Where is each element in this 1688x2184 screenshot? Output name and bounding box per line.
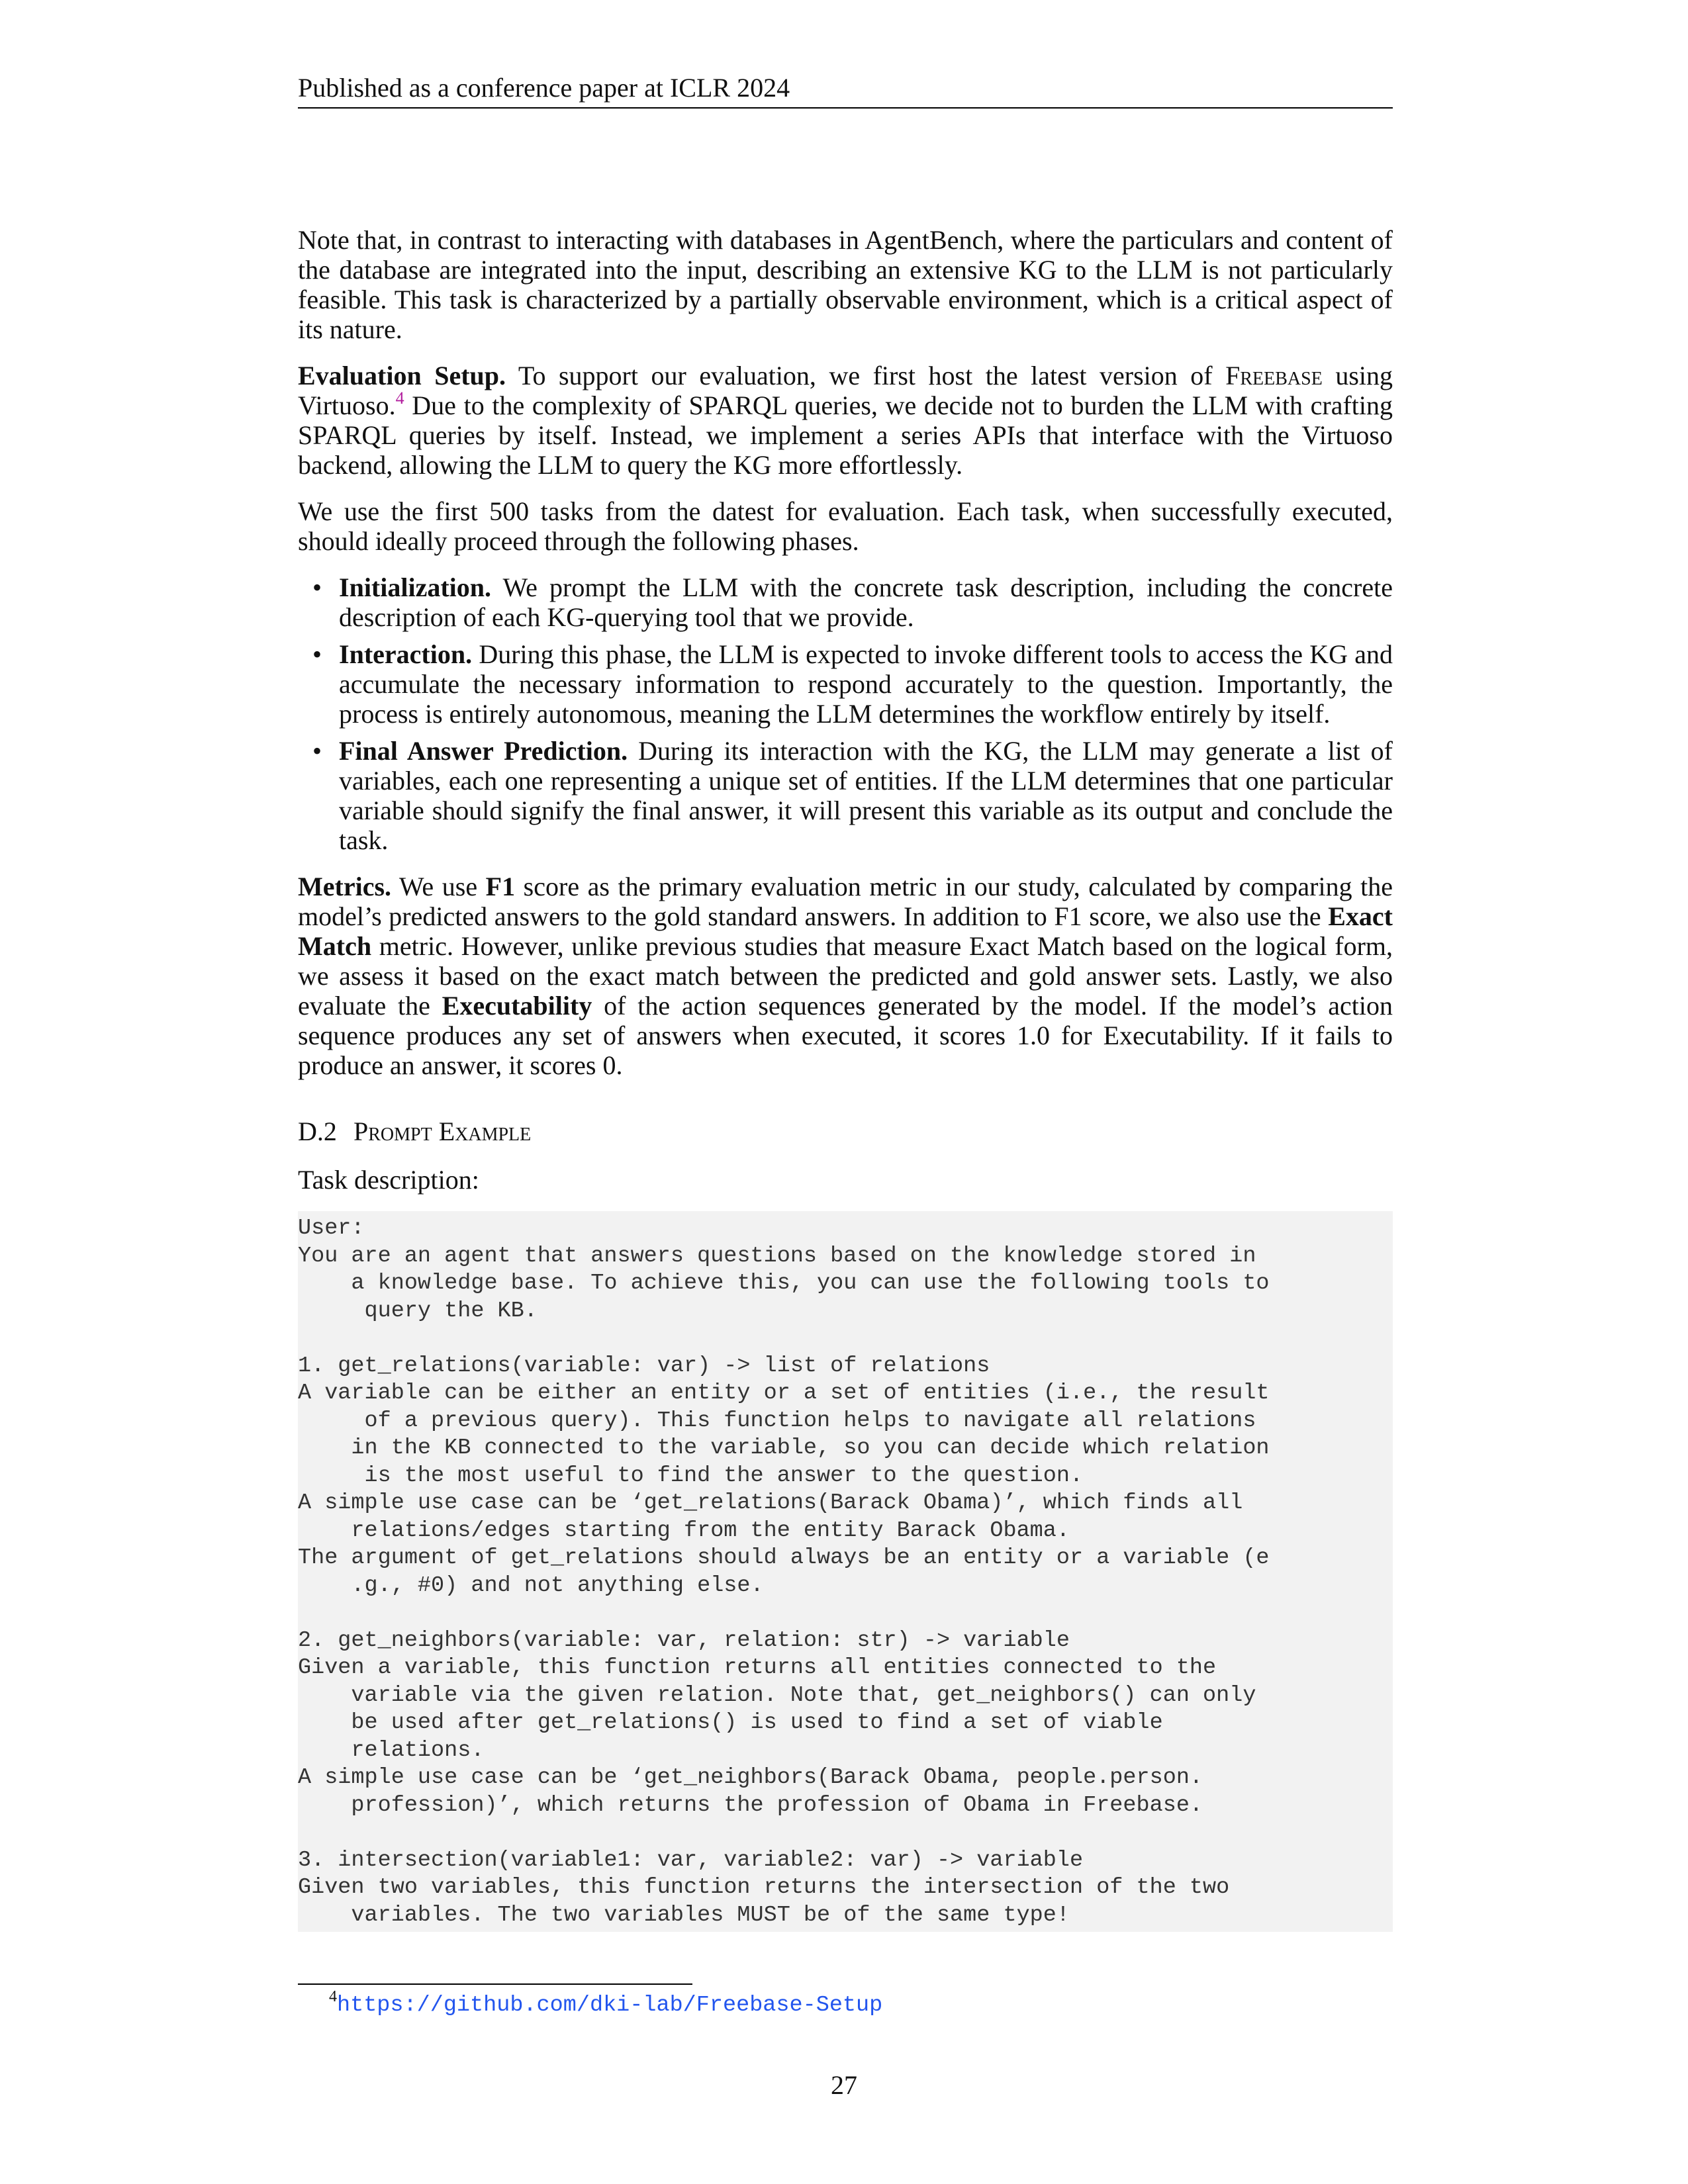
code-line: profession)’, which returns the profession of Obama in Freebase.	[298, 1792, 1203, 1818]
phase-text: We prompt the LLM with the concrete task description, including the concrete description of each KG-querying tool that we provide.	[339, 572, 1393, 632]
code-line: query the KB.	[298, 1298, 538, 1324]
metrics-heading: Metrics.	[298, 872, 392, 901]
metrics-text: metric. However, unlike previous studies that measure Exact Match based on the logical form, we assess it based on the exact match between the predicted and gold answer sets. Lastly, we also evaluate the	[298, 931, 1393, 1021]
eval-text-before: To support our evaluation, we first host the latest version of	[518, 361, 1213, 390]
phase-heading: Initialization.	[339, 572, 492, 602]
page-number: 27	[831, 2070, 857, 2100]
metrics-paragraph	[298, 872, 1393, 1080]
code-line: A simple use case can be ‘get_relations(Barack Obama)’, which finds all	[298, 1490, 1243, 1516]
section-number: D.2	[298, 1116, 337, 1146]
code-line: You are an agent that answers questions based on the knowledge stored in	[298, 1243, 1256, 1269]
phase-heading: Interaction.	[339, 639, 473, 669]
code-line: relations.	[298, 1737, 485, 1763]
code-line: a knowledge base. To achieve this, you can use the following tools to	[298, 1271, 1270, 1296]
freebase-term: Freebase	[1225, 361, 1323, 390]
eval-text-after: Due to the complexity of SPARQL queries, we decide not to burden the LLM with crafting SPARQL queries by itself. Instead, we implement a series APIs that interface with the Virtuoso backend, allowing the LLM to query the KG more effortlessly.	[298, 390, 1393, 480]
code-line: A simple use case can be ‘get_neighbors(Barack Obama, people.person.	[298, 1765, 1203, 1790]
code-line: Given two variables, this function returns the intersection of the two	[298, 1875, 1230, 1900]
code-line	[298, 1819, 1393, 1847]
intro-paragraph: Note that, in contrast to interacting with databases in AgentBench, where the particulars and content of the database are integrated into the input, describing an extensive KG to the LLM is not particularly feasible. This task is characterized by a partially observable environment, which is a critical aspect of its nature.	[298, 225, 1393, 344]
code-line: be used after get_relations() is used to find a set of viable	[298, 1710, 1163, 1735]
code-line	[298, 1600, 1393, 1627]
tasks-paragraph: We use the first 500 tasks from the datest for evaluation. Each task, when successfully executed, should ideally proceed through the following phases.	[298, 496, 1393, 556]
phases-list	[298, 572, 1393, 855]
metrics-text: of the action sequences generated by the model. If the model’s action sequence produces any set of answers when executed, it scores 1.0 for Executability. If it fails to produce an answer, it scores 0.	[298, 991, 1393, 1080]
code-line: 2. get_neighbors(variable: var, relation: str) -> variable	[298, 1627, 1070, 1653]
metric-executability: Executability	[442, 991, 592, 1021]
code-line: is the most useful to find the answer to the question.	[298, 1463, 1084, 1488]
code-line	[298, 1325, 1393, 1353]
metric-exact-match: Exact Match	[298, 901, 1393, 961]
section-heading	[298, 1116, 1393, 1146]
phase-item	[298, 639, 1393, 729]
code-line: User:	[298, 1216, 365, 1241]
code-line: variables. The two variables MUST be of the same type!	[298, 1902, 1070, 1928]
metrics-text: We use	[399, 872, 478, 901]
code-line: A variable can be either an entity or a set of entities (i.e., the result	[298, 1381, 1270, 1406]
code-line: of a previous query). This function helps to navigate all relations	[298, 1408, 1256, 1433]
code-line: variable via the given relation. Note that, get_neighbors() can only	[298, 1682, 1256, 1708]
phase-item	[298, 572, 1393, 632]
task-description-label: Task description:	[298, 1165, 479, 1195]
footnote	[329, 1988, 883, 2019]
footnote-reference[interactable]: 4	[395, 388, 404, 408]
phase-text: During this phase, the LLM is expected to invoke different tools to access the KG and accumulate the necessary information to respond accurately to the question. Importantly, the process is entirely autonomous, meaning the LLM determines the workflow entirely by itself.	[339, 639, 1393, 729]
code-line: 1. get_relations(variable: var) -> list of relations	[298, 1353, 990, 1379]
metric-f1: F1	[485, 872, 516, 901]
section-title: Prompt Example	[353, 1116, 532, 1146]
running-header: Published as a conference paper at ICLR 2024	[298, 71, 1393, 109]
phase-text: During its interaction with the KG, the LLM may generate a list of variables, each one representing a unique set of entities. If the LLM determines that one particular variable should signify the final answer, it will present this variable as its output and conclude the task.	[339, 736, 1393, 855]
code-line: in the KB connected to the variable, so you can decide which relation	[298, 1435, 1270, 1461]
metrics-text: score as the primary evaluation metric in our study, calculated by comparing the model’s predicted answers to the gold standard answers. In addition to F1 score, we also use the	[298, 872, 1393, 931]
code-line: Given a variable, this function returns all entities connected to the	[298, 1655, 1217, 1680]
footnote-link[interactable]: https://github.com/dki-lab/Freebase-Setup	[337, 1993, 883, 2018]
footnote-rule	[298, 1983, 692, 1985]
code-line: .g., #0) and not anything else.	[298, 1572, 764, 1598]
main-content	[298, 225, 1393, 1932]
evaluation-setup-heading: Evaluation Setup.	[298, 361, 506, 390]
evaluation-setup-paragraph	[298, 361, 1393, 480]
phase-heading: Final Answer Prediction.	[339, 736, 628, 766]
code-line: 3. intersection(variable1: var, variable2: var) -> variable	[298, 1847, 1084, 1873]
code-line: The argument of get_relations should always be an entity or a variable (e	[298, 1545, 1270, 1570]
eval-text-mid: using Virtuoso.	[298, 361, 1393, 420]
phase-item	[298, 736, 1393, 855]
footnote-mark: 4	[329, 1988, 337, 2005]
prompt-code-block	[298, 1211, 1393, 1932]
code-line: relations/edges starting from the entity Barack Obama.	[298, 1518, 1070, 1543]
